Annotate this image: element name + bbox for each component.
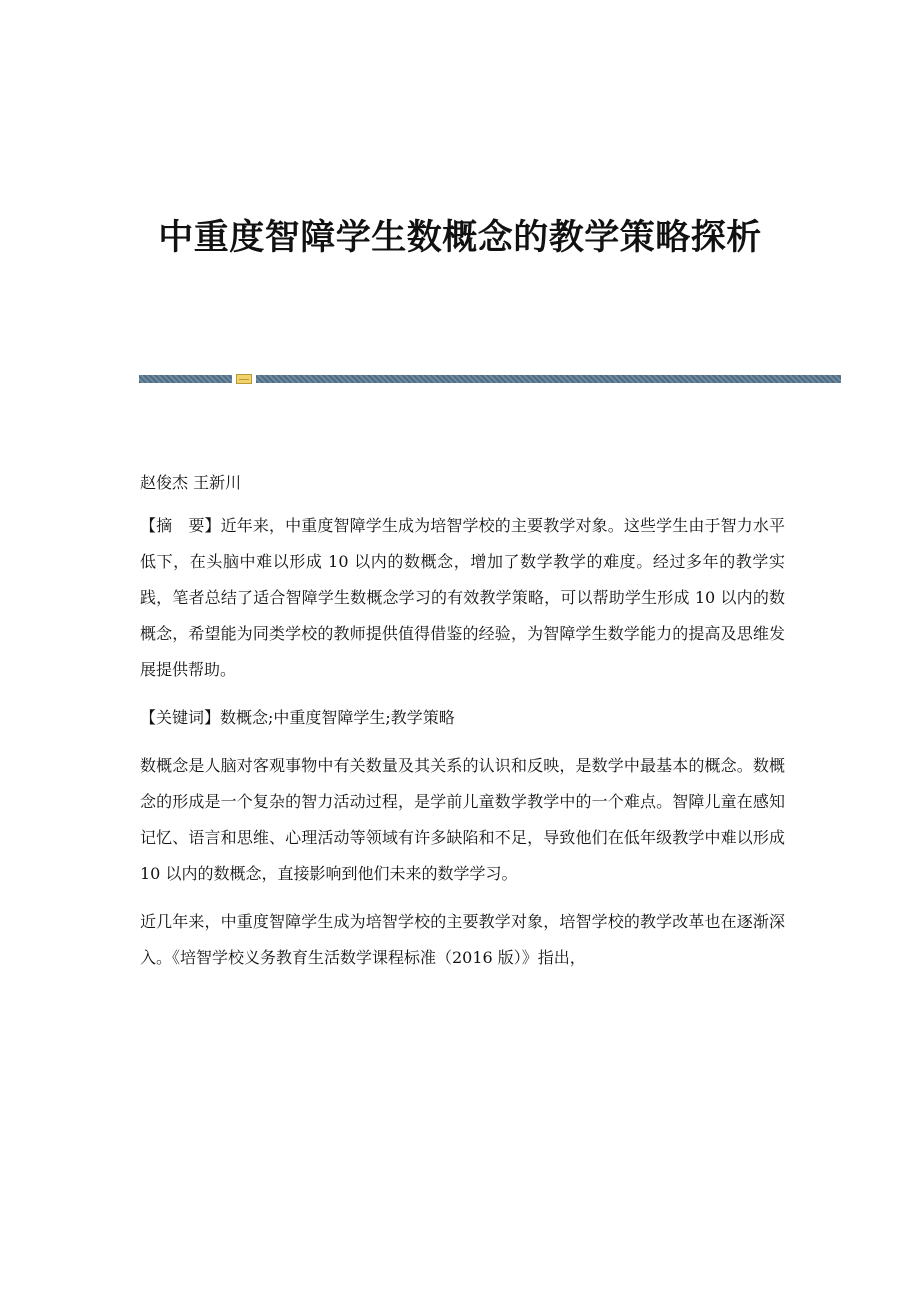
authors: 赵俊杰 王新川	[140, 473, 242, 492]
body-paragraph-2: 近几年来，中重度智障学生成为培智学校的主要教学对象，培智学校的教学改革也在逐渐深入。《培智学校义务教育生活数学课程标准（2016 版）》指出，	[140, 912, 785, 967]
keywords-paragraph	[140, 700, 785, 736]
envelope-icon	[236, 374, 252, 384]
abstract-paragraph	[140, 508, 785, 688]
keywords-label: 【关键词】	[140, 708, 221, 727]
abstract-label: 【摘 要】	[140, 516, 221, 535]
title-divider	[139, 374, 841, 384]
divider-bar-right	[256, 375, 841, 383]
article-body	[140, 466, 785, 988]
keywords-text: 数概念;中重度智障学生;教学策略	[220, 708, 455, 727]
body-paragraph-1: 数概念是人脑对客观事物中有关数量及其关系的认识和反映，是数学中最基本的概念。数概念的形成是一个复杂的智力活动过程，是学前儿童数学教学中的一个难点。智障儿童在感知记忆、语言和思维、心理活动等领域有许多缺陷和不足，导致他们在低年级教学中难以形成 10 以内的数概念，直接影响到他们未来的数学学习。	[140, 756, 785, 883]
abstract-text: 近年来，中重度智障学生成为培智学校的主要教学对象。这些学生由于智力水平低下，在头脑中难以形成 10 以内的数概念，增加了数学教学的难度。经过多年的教学实践，笔者总结了适合智障学生数概念学习的有效教学策略，可以帮助学生形成 10 以内的数概念，希望能为同类学校的教师提供值得借鉴的经验，为智障学生数学能力的提高及思维发展提供帮助。	[140, 516, 785, 679]
divider-bar-left	[139, 375, 232, 383]
document-title: 中重度智障学生数概念的教学策略探析	[158, 217, 762, 258]
